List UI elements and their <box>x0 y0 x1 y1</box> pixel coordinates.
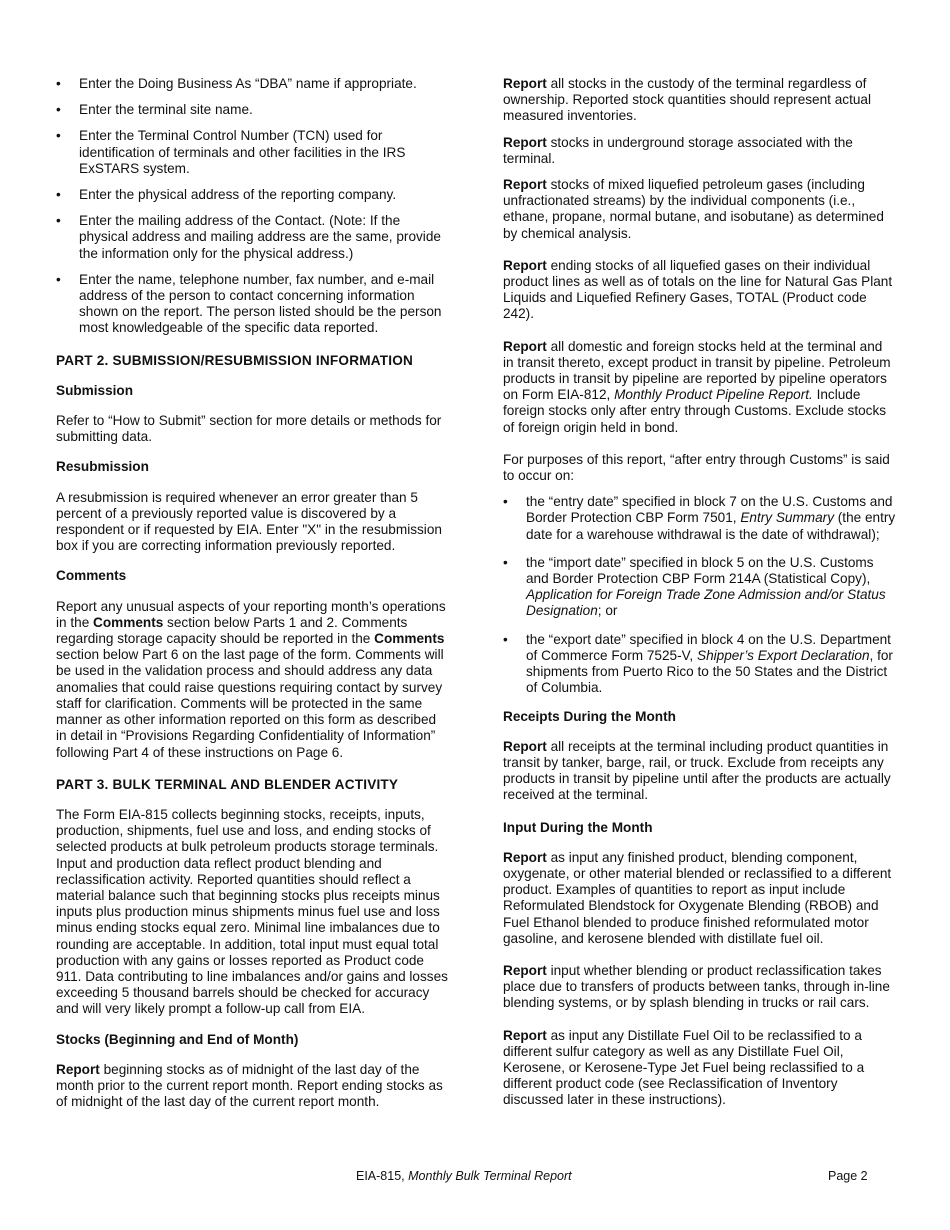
receipts-text: Report all receipts at the terminal including product quantities in transit by tanker, barge, rail, or truck. Exclude from receipts any products in transit by pipeline until after the products are actually received at the terminal. <box>503 738 891 803</box>
customs-dates-list <box>503 494 896 696</box>
list-item: • Enter the terminal site name. <box>56 102 448 118</box>
list-item: • Enter the physical address of the reporting company. <box>56 187 448 203</box>
resubmission-text: A resubmission is required whenever an error greater than 5 percent of a previously reported value is discovered by a respondent or if requested by EIA. Enter "X" in the resubmission box if you are correcting information previously reported. <box>56 489 442 554</box>
list-item: • Enter the name, telephone number, fax number, and e-mail address of the person to contact concerning information shown on the report. The person listed should be the person most knowledgeable of the specific data reported. <box>56 272 448 337</box>
submission-heading: Submission <box>56 382 134 398</box>
submission-text: Refer to “How to Submit” section for more details or methods for submitting data. <box>56 413 442 445</box>
customs-intro-text: For purposes of this report, “after entry through Customs” is said to occur on: <box>503 451 890 484</box>
part3-heading: PART 3. BULK TERMINAL AND BLENDER ACTIVITY <box>56 776 399 792</box>
right-column <box>503 76 896 1119</box>
list-item: • the “import date” specified in block 5 on the U.S. Customs and Border Protection CBP Form 214A (Statistical Copy), Application for Foreign Trade Zone Admission and/or Status Designation; or <box>503 555 896 620</box>
comments-text: Report any unusual aspects of your reporting month’s operations in the Comments section below Parts 1 and 2. Comments regarding storage capacity should be reported in the Comments section below Part 6 on the last page of the form. Comments will be used in the validation process and should address any data anomalies that could raise questions requiring contact by survey staff for clarification. Comments will be protected in the same manner as other information reported on this form as described in detail in “Provisions Regarding Confidentiality of Information” following Part 4 of these instructions on Page 6. <box>56 598 446 760</box>
stocks-text: Report beginning stocks as of midnight of the last day of the month prior to the current report month. Report ending stocks as of midnight of the last day of the current report month. <box>56 1061 443 1110</box>
list-item: • Enter the mailing address of the Contact. (Note: If the physical address and mailing address are the same, provide the information only for the physical address.) <box>56 213 448 262</box>
input-heading: Input During the Month <box>503 819 653 835</box>
receipts-heading: Receipts During the Month <box>503 708 676 724</box>
contact-instructions-list <box>56 76 448 337</box>
form-title: EIA-815, Monthly Bulk Terminal Report <box>356 1169 572 1183</box>
list-item: • the “export date” specified in block 4 on the U.S. Department of Commerce Form 7525-V, Shipper’s Export Declaration, for shipments from Puerto Rico to the 50 States and the District of Columbia. <box>503 632 896 697</box>
mixed-lpg-text: Report stocks of mixed liquefied petroleum gases (including unfractionated streams) by the individual components (i.e., ethane, propane, normal butane, and isobutane) as determined by chemical analysis. <box>503 177 884 241</box>
page-number: Page 2 <box>828 1169 868 1183</box>
stocks-custody-text: Report all stocks in the custody of the terminal regardless of ownership. Reported stock quantities should represent actual measured inventories. <box>503 76 872 124</box>
stocks-heading: Stocks (Beginning and End of Month) <box>56 1031 299 1047</box>
list-item: • Enter the Terminal Control Number (TCN) used for identification of terminals and other facilities in the IRS ExSTARS system. <box>56 128 448 177</box>
domestic-foreign-stocks-text: Report all domestic and foreign stocks held at the terminal and in transit thereto, except product in transit by pipeline. Petroleum products in transit by pipeline are reported by pipeline operators on Form EIA-812, Monthly Product Pipeline Report. Include foreign stocks only after entry through Customs. Exclude stocks of foreign origin held in bond. <box>503 338 891 435</box>
input-text-3: Report as input any Distillate Fuel Oil to be reclassified to a different sulfur category as well as any Distillate Fuel Oil, Kerosene, or Kerosene-Type Jet Fuel being reclassified to a different product code (see Reclassification of Inventory discussed later in these instructions). <box>503 1027 865 1108</box>
part2-heading: PART 2. SUBMISSION/RESUBMISSION INFORMATION <box>56 352 414 368</box>
comments-heading: Comments <box>56 568 127 584</box>
part3-text: The Form EIA-815 collects beginning stocks, receipts, inputs, production, shipments, fuel use and loss, and ending stocks of selected products at bulk petroleum products storage terminals. Input and production data reflect product blending and reclassification activity. Reported quantities should reflect a material balance such that beginning stocks plus receipts minus inputs plus production minus shipments minus fuel use and loss minus ending stocks equal zero. Minimal line imbalances due to rounding are acceptable. In addition, total input must equal total production with any gains or losses reported as Product code 911. Data contributing to line imbalances and/or gains and losses exceeding 5 thousand barrels should be checked for accuracy and will very likely prompt a follow-up call from EIA. <box>56 806 448 1017</box>
list-item: • the “entry date” specified in block 7 on the U.S. Customs and Border Protection CBP Form 7501, Entry Summary (the entry date for a warehouse withdrawal is the date of withdrawal); <box>503 494 896 543</box>
input-text-1: Report as input any finished product, blending component, oxygenate, or other material blended or reclassified to a different product. Examples of quantities to report as input include Reformulated Blendstock for Oxygenate Blending (RBOB) and Fuel Ethanol blended to produce finished reformulated motor gasoline, and kerosene blended with distillate fuel oil. <box>503 849 892 946</box>
list-item: • Enter the Doing Business As “DBA” name if appropriate. <box>56 76 448 92</box>
liquefied-gases-text: Report ending stocks of all liquefied gases on their individual product lines as well as of totals on the line for Natural Gas Plant Liquids and Liquefied Refinery Gases, TOTAL (Product code 242). <box>503 257 893 322</box>
input-text-2: Report input whether blending or product reclassification takes place due to transfers of products between tanks, through in-line blending systems, or by splash blending in trucks or rail cars. <box>503 962 890 1011</box>
left-column <box>56 76 448 1124</box>
resubmission-heading: Resubmission <box>56 459 149 475</box>
underground-storage-text: Report stocks in underground storage associated with the terminal. <box>503 134 853 166</box>
